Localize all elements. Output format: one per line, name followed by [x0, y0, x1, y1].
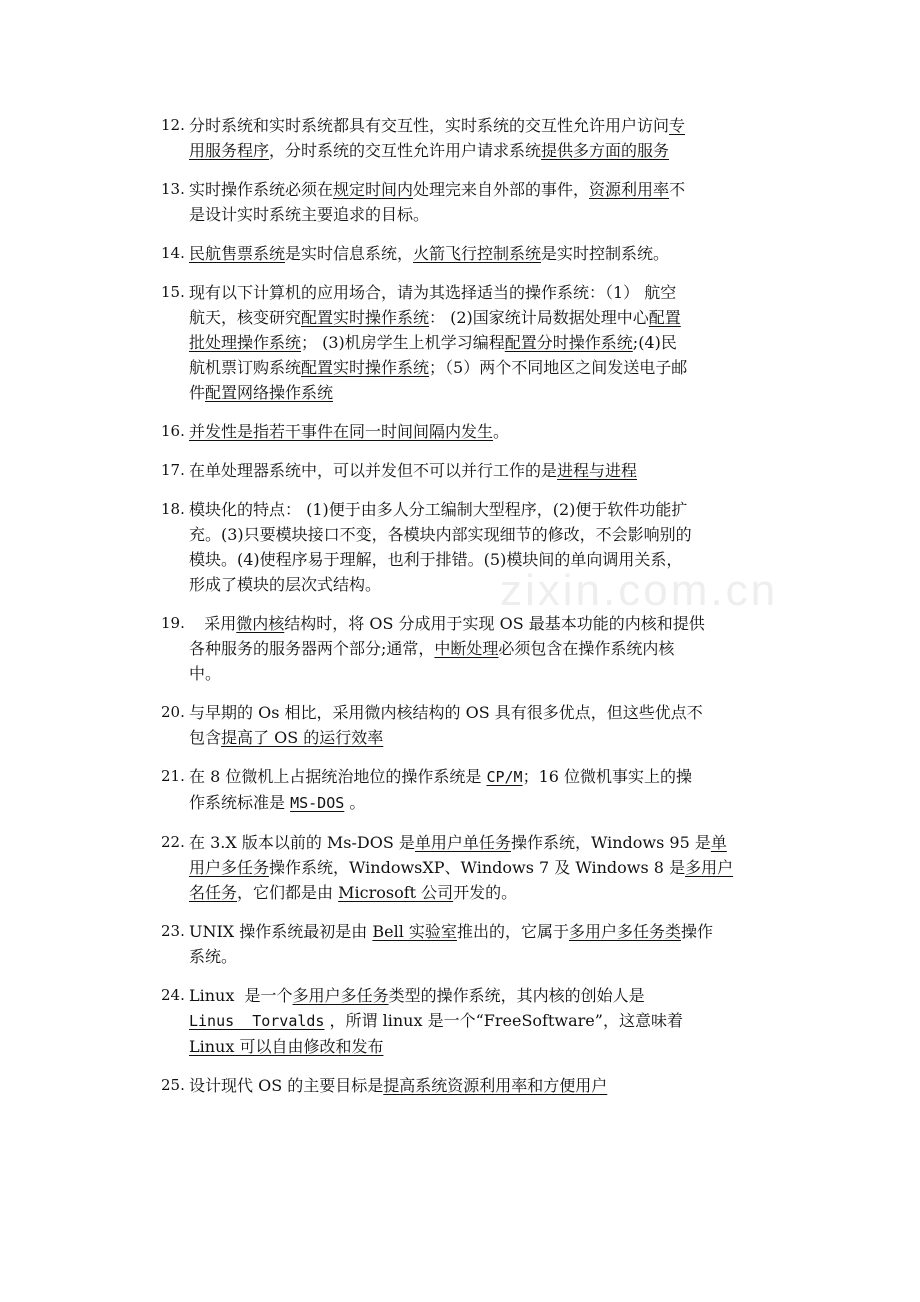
question-text: 操作系统，WindowsXP、Windows 7 及 Windows 8 是 [269, 858, 686, 877]
question-text: 形成了模块的层次式结构。 [189, 575, 382, 594]
question-item [0, 611, 920, 686]
text-line [189, 1034, 780, 1059]
question-item [0, 419, 920, 444]
question-text: 分时系统和实时系统都具有交互性，实时系统的交互性允许用户访问 [189, 116, 670, 135]
text-line [189, 202, 780, 227]
text-line [189, 497, 780, 522]
question-text: ： (2)国家统计局数据处理中心 [429, 308, 649, 327]
question-item [0, 113, 920, 163]
answer-text: 进程与进程 [557, 461, 638, 480]
question-item [0, 830, 920, 905]
question-text: ，所谓 linux 是一个“FreeSoftware”，这意味着 [324, 1011, 683, 1030]
item-number: 25. [161, 1076, 185, 1094]
question-text: 航天，核变研究 [189, 308, 302, 327]
answer-text: 配置实时操作系统 [301, 308, 430, 327]
text-line [189, 547, 780, 572]
question-text: 系统。 [189, 947, 238, 966]
question-text: ；（5）两个不同地区之间发送电子邮 [429, 358, 688, 377]
text-line [189, 636, 780, 661]
item-number: 23. [161, 922, 185, 940]
answer-text: 配置 [648, 308, 681, 327]
question-item [0, 700, 920, 750]
text-line [189, 241, 780, 266]
text-line [189, 944, 780, 969]
question-item [0, 919, 920, 969]
question-text: 中。 [189, 664, 222, 683]
answer-text: 单用户单任务 [414, 833, 511, 852]
text-line [189, 764, 780, 790]
text-line [189, 1008, 780, 1034]
text-line [189, 305, 780, 330]
question-text: 各种服务的服务器两个部分;通常， [189, 639, 435, 658]
question-text: 是实时控制系统。 [541, 244, 670, 263]
text-line [189, 919, 780, 944]
question-text: 模块化的特点： (1)便于由多人分工编制大型程序，(2)便于软件功能扩 [189, 500, 688, 519]
answer-text: Linux 可以自由修改和发布 [189, 1037, 384, 1056]
answer-text: 提高了 OS 的运行效率 [221, 728, 384, 747]
item-number: 14. [161, 244, 185, 262]
text-line [189, 330, 780, 355]
question-item [0, 280, 920, 405]
item-number: 15. [161, 283, 185, 301]
question-text: 在单处理器系统中，可以并发但不可以并行工作的是 [189, 461, 558, 480]
question-text: 必须包含在操作系统内核 [498, 639, 675, 658]
item-number: 22. [161, 833, 185, 851]
question-text: 。 [344, 793, 366, 812]
answer-text: 微内核 [236, 614, 285, 633]
question-text: 不 [669, 180, 686, 199]
question-item [0, 1073, 920, 1098]
item-number: 20. [161, 703, 185, 721]
question-text: 操作 [680, 922, 713, 941]
question-text: 在 8 位微机上占据统治地位的操作系统是 [189, 767, 487, 786]
question-text: 开发的。 [453, 883, 518, 902]
question-text: 是设计实时系统主要追求的目标。 [189, 205, 430, 224]
text-line [189, 1073, 780, 1098]
answer-text: 单 [710, 833, 727, 852]
answer-text: 民航售票系统 [189, 244, 286, 263]
answer-text: MS-DOS [290, 794, 345, 812]
text-line [189, 380, 780, 405]
answer-text: 配置网络操作系统 [205, 383, 334, 402]
item-number: 18. [161, 500, 185, 518]
question-text: 件 [189, 383, 206, 402]
text-line [189, 522, 780, 547]
question-item [0, 458, 920, 483]
answer-text: Linus Torvalds [189, 1012, 325, 1030]
question-text: 处理完来自外部的事件， [413, 180, 590, 199]
question-text: 结构时，将 OS 分成用于实现 OS 最基本功能的内核和提供 [284, 614, 705, 633]
question-text: 与早期的 Os 相比，采用微内核结构的 OS 具有很多优点，但这些优点不 [189, 703, 703, 722]
answer-text: 规定时间内 [333, 180, 414, 199]
answer-text: 火箭飞行控制系统 [413, 244, 542, 263]
item-number: 19. [161, 614, 185, 632]
question-item [0, 241, 920, 266]
question-list [0, 113, 920, 1112]
text-line [189, 458, 780, 483]
question-text: 模块。(4)使程序易于理解，也利于排错。(5)模块间的单向调用关系， [189, 550, 683, 569]
question-text: 操作系统，Windows 95 是 [510, 833, 711, 852]
question-text: UNIX 操作系统最初是由 [189, 922, 373, 941]
text-line [189, 983, 780, 1008]
text-line [189, 661, 780, 686]
item-number: 17. [161, 461, 185, 479]
question-item [0, 177, 920, 227]
item-number: 12. [161, 116, 185, 134]
text-line [189, 355, 780, 380]
question-text: ，它们都是由 [237, 883, 339, 902]
item-number: 21. [161, 767, 185, 785]
question-text: 设计现代 OS 的主要目标是 [189, 1076, 384, 1095]
question-text: 是实时信息系统， [285, 244, 414, 263]
text-line [189, 880, 780, 905]
question-text: 航机票订购系统 [189, 358, 302, 377]
question-item [0, 497, 920, 597]
answer-text: CP/M [486, 768, 523, 786]
answer-text: 多用户多任务 [292, 986, 389, 1005]
question-text: 作系统标准是 [189, 793, 291, 812]
text-line [189, 177, 780, 202]
answer-text: 提高系统资源利用率和方便用户 [383, 1076, 608, 1095]
question-text: ；16 位微机事实上的操 [522, 767, 693, 786]
answer-text: 资源利用率 [589, 180, 670, 199]
answer-text: 多用户多任务类 [568, 922, 681, 941]
text-line [189, 700, 780, 725]
text-line [189, 280, 780, 305]
text-line [189, 419, 780, 444]
text-line [189, 790, 780, 816]
question-text: 类型的操作系统，其内核的创始人是 [388, 986, 645, 1005]
answer-text: 配置实时操作系统 [301, 358, 430, 377]
item-number: 16. [161, 422, 185, 440]
item-number: 13. [161, 180, 185, 198]
text-line [189, 725, 780, 750]
answer-text: 中断处理 [434, 639, 499, 658]
answer-text: 提供多方面的服务 [541, 141, 670, 160]
text-line [189, 830, 780, 855]
answer-text: 多用户 [685, 858, 734, 877]
text-line [189, 855, 780, 880]
answer-text: 名任务 [189, 883, 238, 902]
question-text: 采用 [189, 614, 237, 633]
answer-text: Microsoft 公司 [338, 883, 454, 902]
answer-text: 用户多任务 [189, 858, 270, 877]
question-text: 在 3.X 版本以前的 Ms-DOS 是 [189, 833, 415, 852]
item-number: 24. [161, 986, 185, 1004]
question-text: 推出的，它属于 [456, 922, 569, 941]
answer-text: 并发性是指若干事件在同一时间间隔内发生 [189, 422, 494, 441]
text-line [189, 113, 780, 138]
answer-text: Bell 实验室 [372, 922, 457, 941]
text-line [189, 138, 780, 163]
answer-text: 批处理操作系统 [189, 333, 302, 352]
answer-text: 专 [669, 116, 686, 135]
question-text: 实时操作系统必须在 [189, 180, 334, 199]
text-line [189, 572, 780, 597]
question-text: Linux 是一个 [189, 986, 293, 1005]
question-item [0, 764, 920, 816]
watermark: zixin.com.cn [500, 566, 779, 615]
question-text: ，分时系统的交互性允许用户请求系统 [269, 141, 542, 160]
question-item [0, 983, 920, 1059]
question-text: 。 [493, 422, 510, 441]
answer-text: 配置分时操作系统 [504, 333, 633, 352]
answer-text: 用服务程序 [189, 141, 270, 160]
question-text: 包含 [189, 728, 222, 747]
question-text: 现有以下计算机的应用场合，请为其选择适当的操作系统：（1） 航空 [189, 283, 677, 302]
question-text: 充。(3)只要模块接口不变，各模块内部实现细节的修改，不会影响别的 [189, 525, 692, 544]
question-text: ； (3)机房学生上机学习编程 [301, 333, 505, 352]
text-line [189, 611, 780, 636]
question-text: ;(4)民 [632, 333, 677, 352]
